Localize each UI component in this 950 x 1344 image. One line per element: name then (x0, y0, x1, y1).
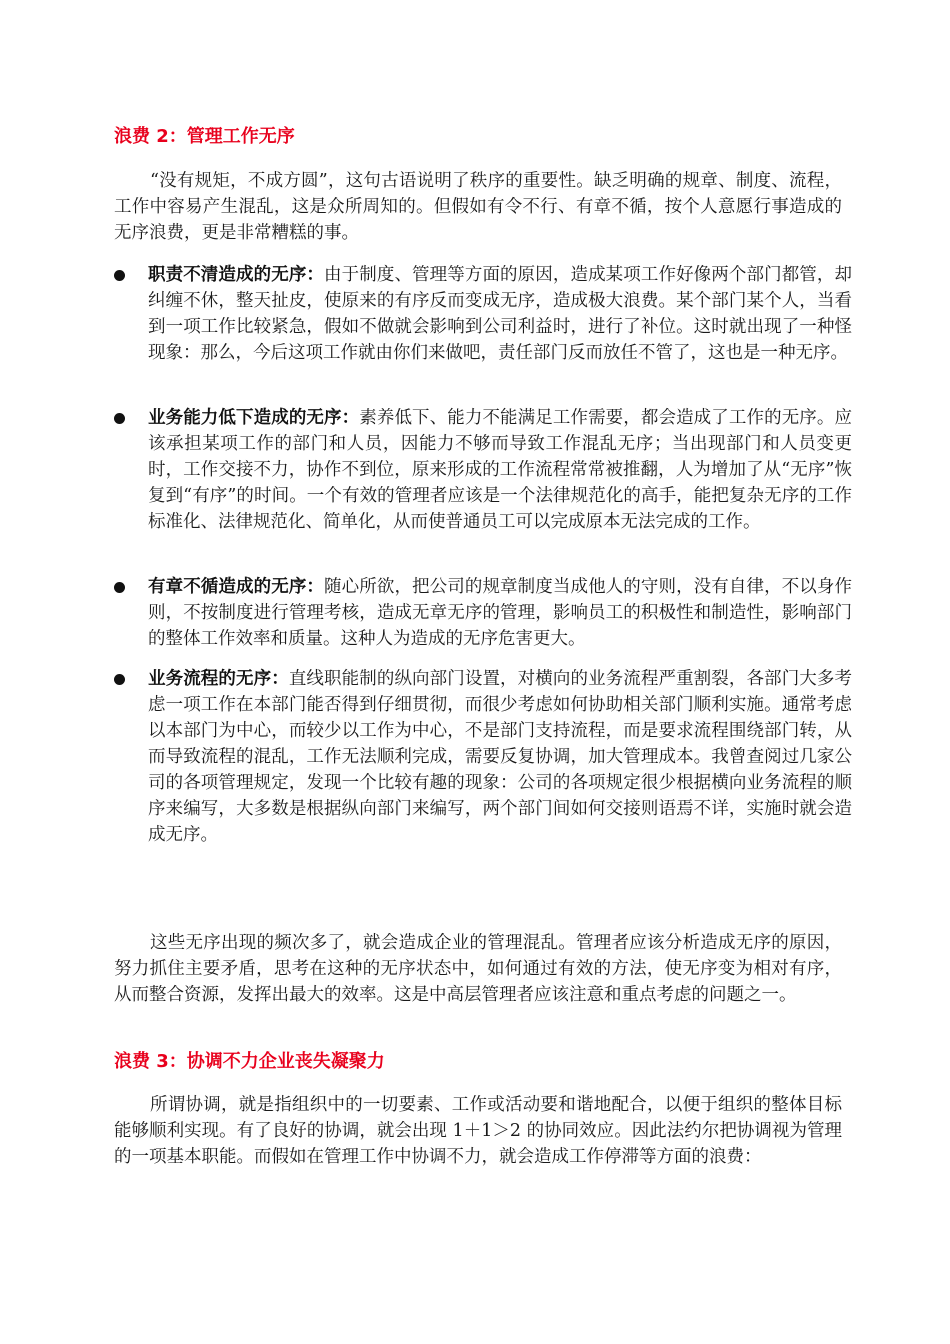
list-item-body (148, 405, 852, 535)
list-item-term: 有章不循造成的无序： (148, 577, 325, 597)
intro-paragraph: “没有规矩，不成方圆”，这句古语说明了秩序的重要性。缺乏明确的规章、制度、流程，工作中容易产生混乱，这是众所周知的。但假如有令不行、有章不循，按个人意愿行事造成的无序浪费，更是非常糟糕的事。 (114, 171, 842, 243)
list-item-body (148, 666, 852, 848)
list-item-text: 随心所欲，把公司的规章制度当成他人的守则，没有自律，不以身作则，不按制度进行管理考核，造成无章无序的管理，影响员工的积极性和制造性，影响部门的整体工作效率和质量。这种人为造成的无序危害更大。 (148, 577, 853, 649)
section-heading-waste-3: 浪费 3：协调不力企业丧失凝聚力 (114, 1051, 385, 1072)
list-item-body (148, 574, 852, 652)
list-item (114, 262, 852, 366)
list-item-term: 业务能力低下造成的无序： (148, 408, 360, 428)
list-item-term: 业务流程的无序： (148, 669, 289, 689)
bullet-icon (114, 270, 125, 281)
bullet-icon (114, 582, 125, 593)
list-item-text: 直线职能制的纵向部门设置，对横向的业务流程严重割裂，各部门大多考虑一项工作在本部门能否得到仔细贯彻，而很少考虑如何协助相关部门顺利实施。通常考虑以本部门为中心，而较少以工作为中心，不是部门支持流程，而是要求流程围绕部门转，从而导致流程的混乱，工作无法顺利完成，需要反复协调，加大管理成本。我曾查阅过几家公司的各项管理规定，发现一个比较有趣的现象：公司的各项规定很少根据横向业务流程的顺序来编写，大多数是根据纵向部门来编写，两个部门间如何交接则语焉不详，实施时就会造成无序。 (148, 669, 853, 845)
conclusion-paragraph: 这些无序出现的频次多了，就会造成企业的管理混乱。管理者应该分析造成无序的原因，努力抓住主要矛盾，思考在这种的无序状态中，如何通过有效的方法，使无序变为相对有序，从而整合资源，发挥出最大的效率。这是中高层管理者应该注意和重点考虑的问题之一。 (114, 933, 842, 1005)
list-item-text: 素养低下、能力不能满足工作需要，都会造成了工作的无序。应该承担某项工作的部门和人员，因能力不够而导致工作混乱无序；当出现部门和人员变更时，工作交接不力，协作不到位，原来形成的工作流程常常被推翻，人为增加了从“无序”恢复到“有序”的时间。一个有效的管理者应该是一个法律规范化的高手，能把复杂无序的工作标准化、法律规范化、简单化，从而使普通员工可以完成原本无法完成的工作。 (148, 408, 853, 532)
list-item (114, 666, 852, 848)
list-item (114, 405, 852, 535)
list-item-text: 由于制度、管理等方面的原因，造成某项工作好像两个部门都管，却纠缠不休，整天扯皮，使原来的有序反而变成无序，造成极大浪费。某个部门某个人，当看到一项工作比较紧急，假如不做就会影响到公司利益时，进行了补位。这时就出现了一种怪现象：那么，今后这项工作就由你们来做吧，责任部门反而放任不管了，这也是一种无序。 (148, 265, 853, 363)
section-heading-waste-2: 浪费 2：管理工作无序 (114, 126, 295, 147)
section3-intro-paragraph: 所谓协调，就是指组织中的一切要素、工作或活动要和谐地配合，以便于组织的整体目标能够顺利实现。有了良好的协调，就会出现 1＋1＞2 的协同效应。因此法约尔把协调视为管理的一项基本职能。而假如在管理工作中协调不力，就会造成工作停滞等方面的浪费： (114, 1095, 842, 1167)
list-item (114, 574, 852, 652)
list-item-body (148, 262, 852, 366)
bullet-icon (114, 413, 125, 424)
bullet-icon (114, 674, 125, 685)
list-item-term: 职责不清造成的无序： (148, 265, 325, 285)
